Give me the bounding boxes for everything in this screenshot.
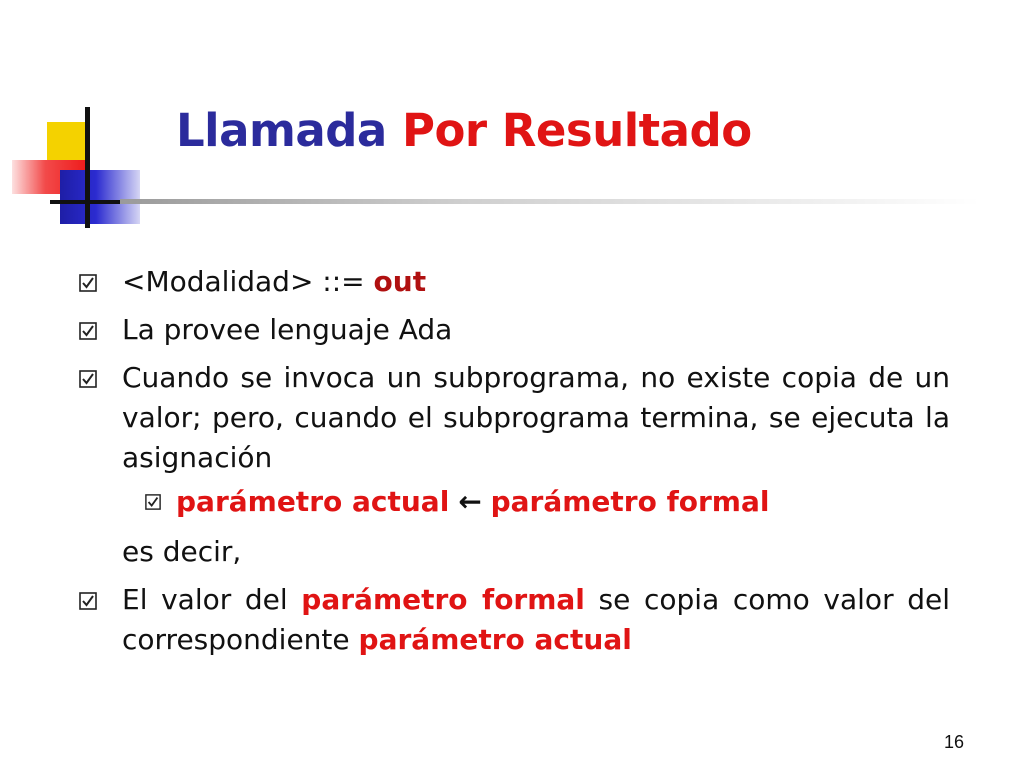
slide-content <box>78 262 950 660</box>
logo-vertical-line <box>85 107 90 228</box>
title-underline <box>120 199 980 204</box>
actual-parameter: parámetro actual <box>176 485 450 518</box>
bullet-text: El valor del <box>122 583 302 616</box>
bullet-text: Cuando se invoca un subprograma, no existe copia de un valor; pero, cuando el subprograma termina, se ejecuta la asignación <box>122 361 950 474</box>
checkbox-check-icon <box>79 592 97 610</box>
bullet-modalidad <box>78 262 950 302</box>
checkbox-check-icon <box>79 370 97 388</box>
formal-parameter: parámetro formal <box>490 485 770 518</box>
actual-parameter: parámetro actual <box>358 623 632 656</box>
bullet-text: se copia como valor del correspondiente <box>122 583 950 656</box>
bullet-text: <Modalidad> ::= <box>122 265 374 298</box>
keyword-out: out <box>373 265 427 298</box>
checkbox-check-icon <box>79 274 97 292</box>
slide-title <box>176 104 752 157</box>
bullet-invocation <box>78 358 950 478</box>
checkbox-check-icon <box>145 494 161 510</box>
logo-yellow-square <box>47 122 89 160</box>
bullet-copy <box>78 580 950 660</box>
checkbox-check-icon <box>79 322 97 340</box>
title-part-1: Llamada <box>176 104 387 157</box>
left-arrow-icon: ← <box>458 485 482 518</box>
bullet-ada <box>78 310 950 350</box>
sub-bullet-assignment <box>78 482 950 522</box>
title-part-2: Por Resultado <box>401 104 752 157</box>
formal-parameter: parámetro formal <box>301 583 585 616</box>
bullet-text: La provee lenguaje Ada <box>122 313 453 346</box>
logo-blue-bar <box>60 170 140 224</box>
page-number: 16 <box>943 732 964 752</box>
plain-line: es decir, <box>122 535 242 568</box>
